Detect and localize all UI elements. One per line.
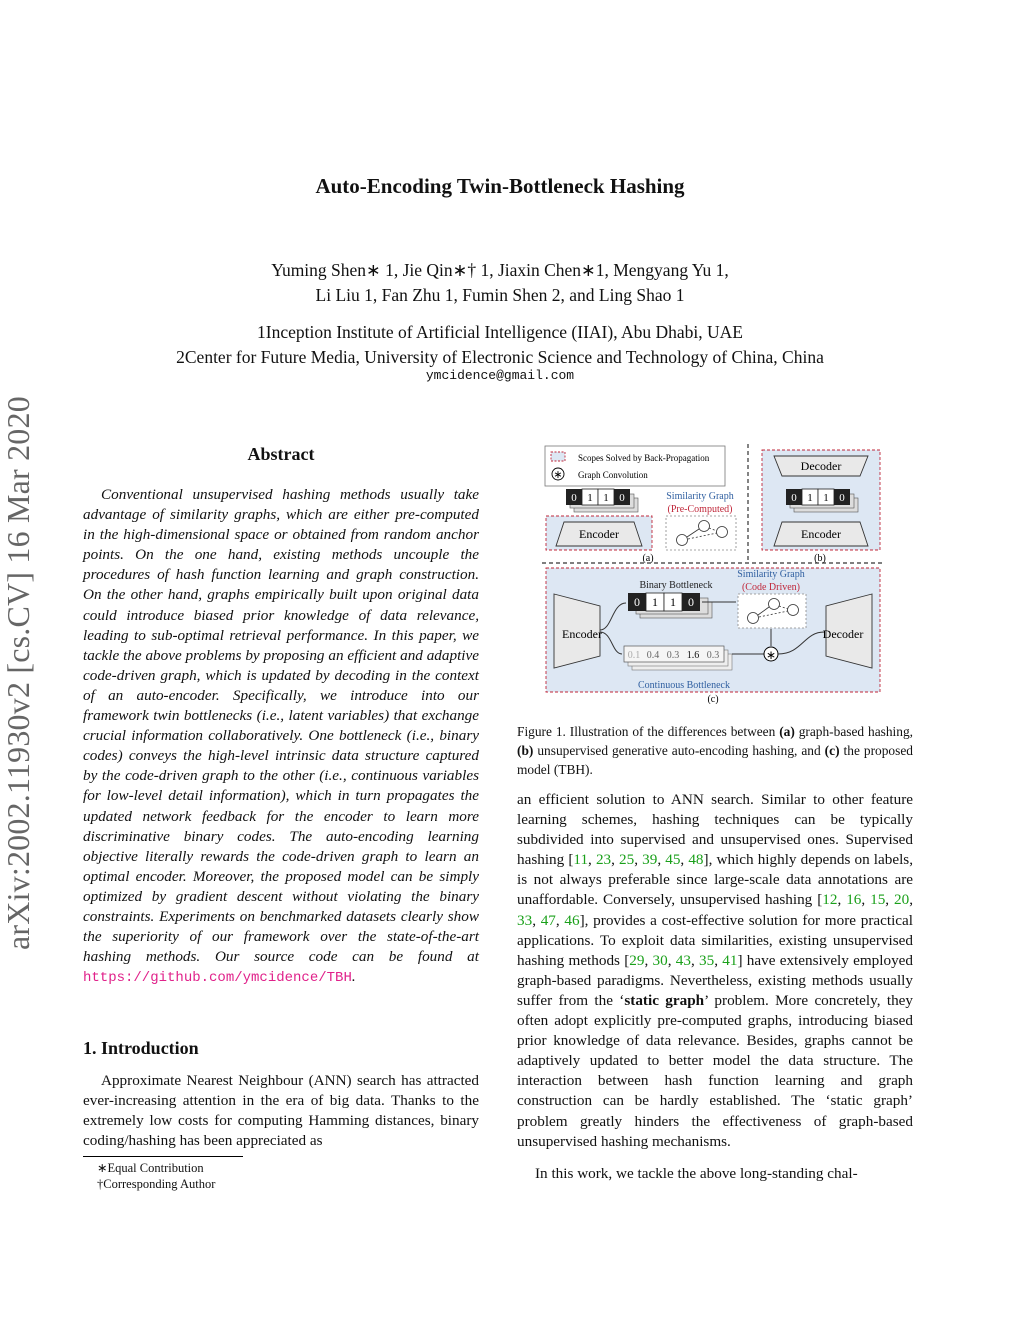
citation-link[interactable]: 48 bbox=[688, 851, 704, 869]
graph-node bbox=[769, 599, 780, 610]
legend-box bbox=[545, 446, 725, 486]
citation-link[interactable]: 20 bbox=[894, 891, 910, 909]
continuous-value: 0.3 bbox=[706, 650, 720, 661]
bit-label: 0 bbox=[619, 492, 625, 504]
intro-paragraph-continued bbox=[517, 790, 913, 1152]
citation-group: 11, 23, 25, 39, 45, 48 bbox=[573, 851, 704, 869]
abstract-end: . bbox=[351, 968, 356, 986]
citation-link[interactable]: 29 bbox=[629, 951, 645, 969]
bit-label: 1 bbox=[603, 492, 609, 504]
figure-1-caption bbox=[517, 722, 913, 779]
affiliation-2: 2Center for Future Media, University of Electronic Science and Technology of China, China bbox=[176, 347, 824, 367]
section-heading-introduction: 1. Introduction bbox=[83, 1038, 199, 1058]
bit-label: 1 bbox=[807, 492, 813, 504]
continuous-value: 0.1 bbox=[627, 650, 641, 661]
caption-ref-b: (b) bbox=[517, 743, 534, 758]
right-column-body bbox=[517, 790, 913, 1184]
citation-link[interactable]: 43 bbox=[675, 951, 691, 969]
body-text: ], which highly depends on labels, is not always preferable since large-scale data annotations are unaffordable. Conversely, unsupervised hashing [ bbox=[517, 851, 914, 909]
bit-label: 0 bbox=[839, 492, 845, 504]
paper-title: Auto-Encoding Twin-Bottleneck Hashing bbox=[315, 174, 685, 198]
panel-b-binary-code bbox=[786, 489, 850, 505]
affiliation-1: 1Inception Institute of Artificial Intelligence (IIAI), Abu Dhabi, UAE bbox=[257, 322, 743, 342]
footnote-corresponding-author: †Corresponding Author bbox=[97, 1177, 216, 1191]
panel-a-encoder-label: Encoder bbox=[579, 527, 619, 541]
caption-text: Figure 1. Illustration of the differences between bbox=[517, 724, 780, 739]
body-text: ’ problem. More concretely, they often adopt explicitly pre-computed graphs, introducing biased prior knowledge of data relevance. Besides, graphs cannot be adaptively updated to better model the data structure. The interaction between hash function learning and graph construction can be hardly established. The ‘static graph’ problem greatly hinders the effectiveness of graph-based unsupervised hashing mechanisms. bbox=[517, 991, 913, 1150]
arxiv-stamp: arXiv:2002.11930v2 [cs.CV] 16 Mar 2020 bbox=[0, 396, 36, 950]
affiliations bbox=[0, 320, 1000, 370]
citation-group: 29, 30, 43, 35, 41 bbox=[629, 951, 738, 969]
continuous-bottleneck-label: Continuous Bottleneck bbox=[638, 680, 730, 691]
citation-link[interactable]: 47 bbox=[540, 911, 556, 929]
bit-label: 1 bbox=[587, 492, 593, 504]
citation-link[interactable]: 12 bbox=[822, 891, 838, 909]
citation-link[interactable]: 30 bbox=[652, 951, 668, 969]
body-text: an efficient solution to ANN search. Similar to other feature learning schemes, hashing techniques can be typically subdivided into supervised and unsupervised ones. Supervised hashing [ bbox=[517, 791, 913, 869]
body-text: ], provides a cost-effective solution for more practical applications. To exploit data similarities, existing unsupervised hashing methods [ bbox=[517, 911, 914, 969]
panel-a bbox=[546, 489, 736, 564]
bit-label: 0 bbox=[634, 595, 640, 609]
citation-link[interactable]: 46 bbox=[564, 911, 580, 929]
binary-bottleneck-label: Binary Bottleneck bbox=[639, 580, 713, 591]
panel-b-encoder-label: Encoder bbox=[801, 527, 841, 541]
citation-link[interactable]: 25 bbox=[619, 851, 635, 869]
author-line-2: Li Liu 1, Fan Zhu 1, Fumin Shen 2, and Ling Shao 1 bbox=[315, 285, 685, 305]
citation-link[interactable]: 35 bbox=[699, 951, 715, 969]
panel-c bbox=[546, 568, 880, 704]
abstract-body bbox=[83, 485, 479, 988]
source-code-link[interactable]: https://github.com/ymcidence/TBH bbox=[83, 970, 352, 987]
continuous-value: 0.3 bbox=[666, 650, 680, 661]
abstract-text: Conventional unsupervised hashing methods usually take advantage of similarity graphs, which are either pre-computed in the high-dimensional space or obtained from random anchor points. On the one hand, existing methods uncouple the procedures of hash function learning and graph construction. On the other hand, graphs empirically built upon original data could introduce biased prior knowledge of data relevance, leading to sub-optimal retrieval performance. In this paper, we tackle the above problems by proposing an efficient and adaptive code-driven graph, which is updated by decoding in the context of an auto-encoder. Specifically, we introduce into our framework twin bottlenecks (i.e., latent variables) that exchange crucial information collaboratively. One bottleneck (i.e., binary codes) conveys the high-level intrinsic data structure captured by the code-driven graph to the other (i.e., continuous variables for low-level detail information), which in turn propagates the updated network feedback for the encoder to learn more discriminative binary codes. The auto-encoding learning objective literally rewards the code-driven graph to learn an optimal encoder. Moreover, the proposed model can be simply optimized by gradient descent without violating the binary constraints. Experiments on benchmarked datasets clearly show the superiority of our framework over the state-of-the-art hashing methods. Our source code can be found at bbox=[83, 486, 479, 966]
graph-conv-node-symbol: ∗ bbox=[765, 648, 777, 662]
graph-node bbox=[699, 521, 710, 532]
bit-label: 0 bbox=[688, 595, 694, 609]
bit-label: 1 bbox=[823, 492, 829, 504]
bit-label: 1 bbox=[670, 595, 676, 609]
panel-c-graph-title: Similarity Graph bbox=[737, 569, 805, 580]
legend-bp-label: Scopes Solved by Back-Propagation bbox=[578, 453, 710, 463]
continuous-bottleneck bbox=[624, 646, 732, 670]
caption-text: unsupervised generative auto-encoding hashing, and bbox=[533, 743, 825, 758]
citation-link[interactable]: 41 bbox=[722, 951, 738, 969]
panel-a-binary-code bbox=[566, 489, 630, 505]
footnote-rule bbox=[83, 1156, 243, 1157]
figure-1 bbox=[542, 442, 884, 704]
panel-b bbox=[762, 450, 880, 564]
legend-bp-swatch bbox=[551, 452, 565, 461]
bit-label: 1 bbox=[652, 595, 658, 609]
caption-text: graph-based hashing, bbox=[794, 724, 914, 739]
panel-a-graph-title: Similarity Graph bbox=[666, 491, 734, 502]
panel-c-binary-code bbox=[628, 593, 700, 611]
continuous-value: 1.6 bbox=[686, 650, 700, 661]
citation-group: 12, 16, 15, 20, 33, 47, 46 bbox=[517, 891, 914, 929]
static-graph-term: static graph bbox=[624, 991, 705, 1009]
citation-link[interactable]: 16 bbox=[846, 891, 862, 909]
panel-b-decoder-label: Decoder bbox=[800, 459, 842, 473]
graph-node bbox=[717, 527, 728, 538]
caption-ref-c: (c) bbox=[824, 743, 840, 758]
footnote-equal-contribution: ∗Equal Contribution bbox=[97, 1161, 204, 1175]
panel-b-label: (b) bbox=[814, 553, 826, 564]
citation-link[interactable]: 11 bbox=[573, 851, 589, 869]
graph-node bbox=[677, 535, 688, 546]
citation-link[interactable]: 45 bbox=[665, 851, 681, 869]
intro-paragraph-2: In this work, we tackle the above long-standing chal- bbox=[535, 1164, 858, 1182]
citation-link[interactable]: 39 bbox=[642, 851, 658, 869]
author-list bbox=[0, 258, 1000, 308]
introduction-paragraph: Approximate Nearest Neighbour (ANN) search has attracted ever-increasing attention in the era of big data. Thanks to the extremely low costs for computing Hamming distances, binary coding/hashing has been appreciated as bbox=[83, 1072, 479, 1150]
graph-node bbox=[788, 605, 799, 616]
citation-link[interactable]: 33 bbox=[517, 911, 533, 929]
contact-email[interactable]: ymcidence@gmail.com bbox=[425, 368, 575, 383]
citation-link[interactable]: 15 bbox=[870, 891, 886, 909]
bit-label: 0 bbox=[791, 492, 797, 504]
continuous-value: 0.4 bbox=[646, 650, 660, 661]
caption-ref-a: (a) bbox=[779, 724, 795, 739]
graph-conv-symbol: ∗ bbox=[553, 469, 563, 481]
panel-a-label: (a) bbox=[642, 553, 654, 564]
citation-link[interactable]: 23 bbox=[595, 851, 612, 869]
panel-c-decoder-label: Decoder bbox=[822, 627, 864, 641]
legend-gc-label: Graph Convolution bbox=[578, 470, 648, 480]
panel-c-label: (c) bbox=[707, 694, 719, 704]
panel-a-graph-note: (Pre-Computed) bbox=[667, 504, 733, 515]
graph-node bbox=[748, 613, 759, 624]
abstract-heading: Abstract bbox=[247, 444, 315, 464]
caption-text: the proposed model (TBH). bbox=[517, 743, 913, 777]
panel-c-graph-note: (Code Driven) bbox=[741, 582, 801, 593]
figure-legend bbox=[545, 446, 725, 486]
author-line-1: Yuming Shen∗ 1, Jie Qin∗† 1, Jiaxin Chen∗1, Mengyang Yu 1, bbox=[271, 260, 729, 280]
bit-label: 0 bbox=[571, 492, 577, 504]
panel-c-encoder-label: Encoder bbox=[562, 627, 602, 641]
body-text: ] have extensively employed graph-based paradigms. Nevertheless, existing methods usually suffer from the ‘ bbox=[517, 951, 914, 1009]
